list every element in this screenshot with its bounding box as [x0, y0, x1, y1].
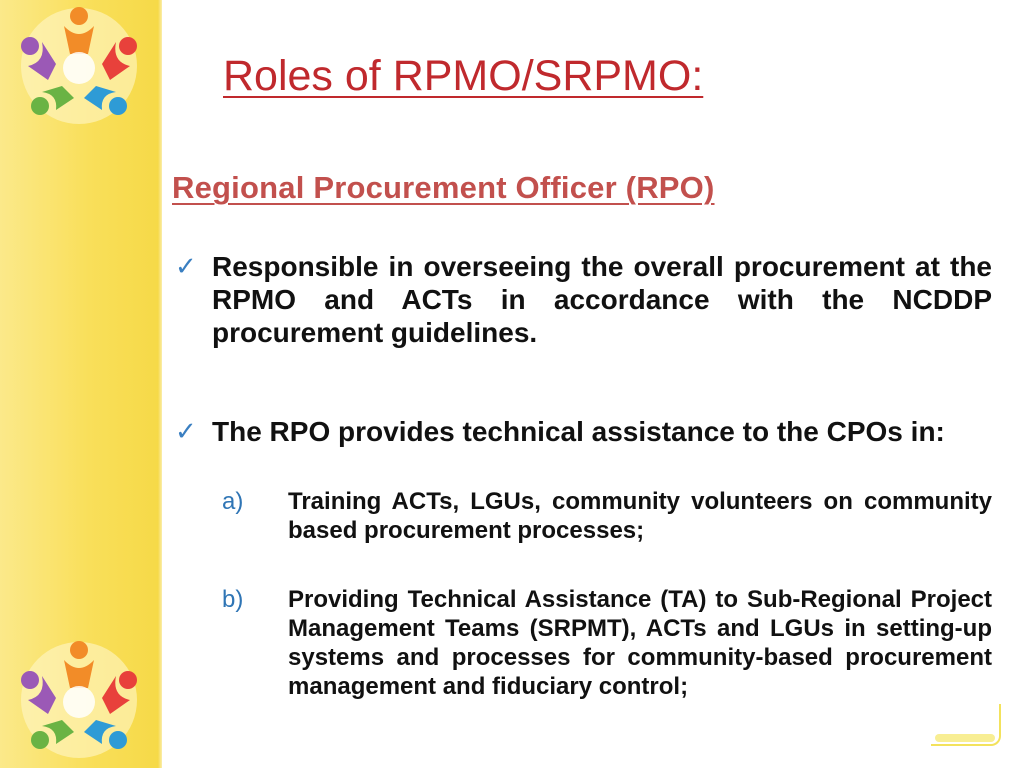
people-circle-logo-icon [4, 2, 154, 130]
bullet-text: Responsible in overseeing the overall procurement at the RPMO and ACTs in accordance with the NCDDP procurement guidelines. [212, 251, 992, 348]
sidebar-edge [158, 0, 162, 768]
checkmark-icon: ✓ [175, 416, 197, 446]
sub-list-marker: a) [222, 488, 244, 515]
bullet-item [175, 250, 992, 349]
sidebar-band [0, 0, 162, 768]
sub-list-text: Providing Technical Assistance (TA) to Sub-Regional Project Management Teams (SRPMT), ACTs and LGUs in setting-up systems and processes for community-based procurement management and fiduciary control; [288, 586, 992, 700]
people-circle-logo-icon [4, 636, 154, 764]
bullet-item [175, 415, 992, 448]
sub-list-item [222, 487, 992, 545]
bullet-text: The RPO provides technical assistance to the CPOs in: [212, 416, 945, 447]
sub-list-marker: b) [222, 586, 244, 613]
slide-title: Roles of RPMO/SRPMO: [223, 52, 704, 100]
corner-glow [935, 734, 995, 742]
slide-subtitle: Regional Procurement Officer (RPO) [172, 170, 715, 205]
corner-decoration [931, 704, 1001, 746]
sub-list-item [222, 585, 992, 701]
sub-list-text: Training ACTs, LGUs, community volunteers on community based procurement processes; [288, 488, 992, 544]
checkmark-icon: ✓ [175, 251, 197, 281]
